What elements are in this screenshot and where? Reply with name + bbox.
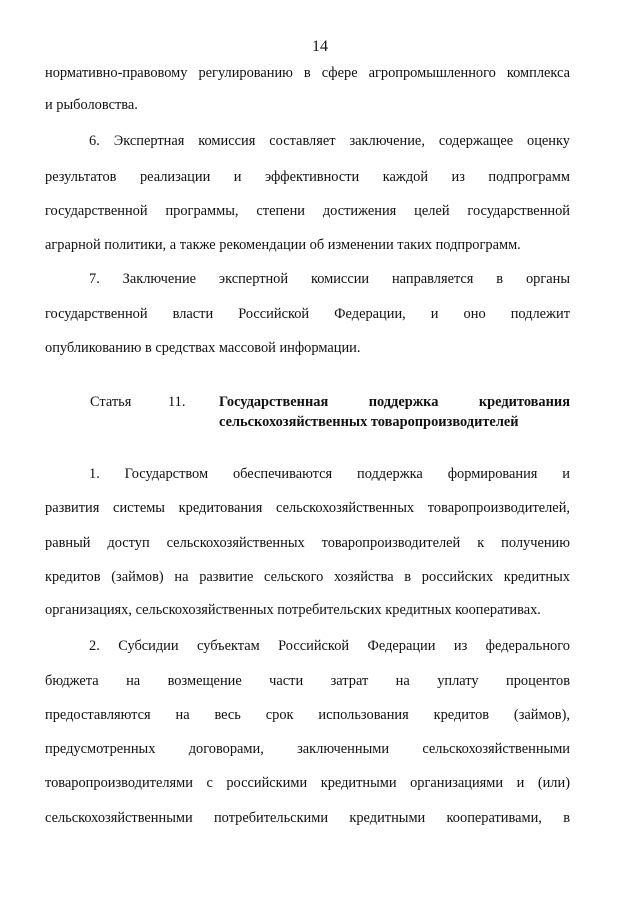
text-line: 7. Заключение экспертной комиссии направляется в органы [89,271,570,287]
article-label: Статья [90,394,132,410]
text-line: результатов реализации и эффективности каждой из подпрограмм [45,169,570,185]
text-line: государственной власти Российской Федерации, и оно подлежит [45,306,570,322]
text-line: 1. Государством обеспечиваются поддержка формирования и [89,466,570,482]
text-line: предусмотренных договорами, заключенными сельскохозяйственными [45,741,570,757]
text-line: 6. Экспертная комиссия составляет заключение, содержащее оценку [89,133,570,149]
article-number: 11. [168,394,186,410]
text-line: товаропроизводителями с российскими кредитными организациями и (или) [45,775,570,791]
text-line: опубликованию в средствах массовой информации. [45,340,361,356]
text-line: 2. Субсидии субъектам Российской Федерации из федерального [89,638,570,654]
text-line: сельскохозяйственными потребительскими кредитными кооперативами, в [45,810,570,826]
text-line: развития системы кредитования сельскохозяйственных товаропроизводителей, [45,500,570,516]
text-line: организациях, сельскохозяйственных потребительских кредитных кооперативах. [45,602,541,618]
text-line: государственной программы, степени достижения целей государственной [45,203,570,219]
text-line: и рыболовства. [45,97,138,113]
text-line: бюджета на возмещение части затрат на уплату процентов [45,673,570,689]
text-line: нормативно-правовому регулированию в сфере агропромышленного комплекса [45,65,570,81]
text-line: предоставляются на весь срок использования кредитов (займов), [45,707,570,723]
page-number: 14 [312,38,328,55]
text-line: аграрной политики, а также рекомендации об изменении таких подпрограмм. [45,237,521,253]
text-line: равный доступ сельскохозяйственных товаропроизводителей к получению [45,535,570,551]
text-line: кредитов (займов) на развитие сельского хозяйства в российских кредитных [45,569,570,585]
article-title-line-2: сельскохозяйственных товаропроизводителей [219,414,519,430]
article-title-line-1: Государственная поддержка кредитования [219,394,570,410]
